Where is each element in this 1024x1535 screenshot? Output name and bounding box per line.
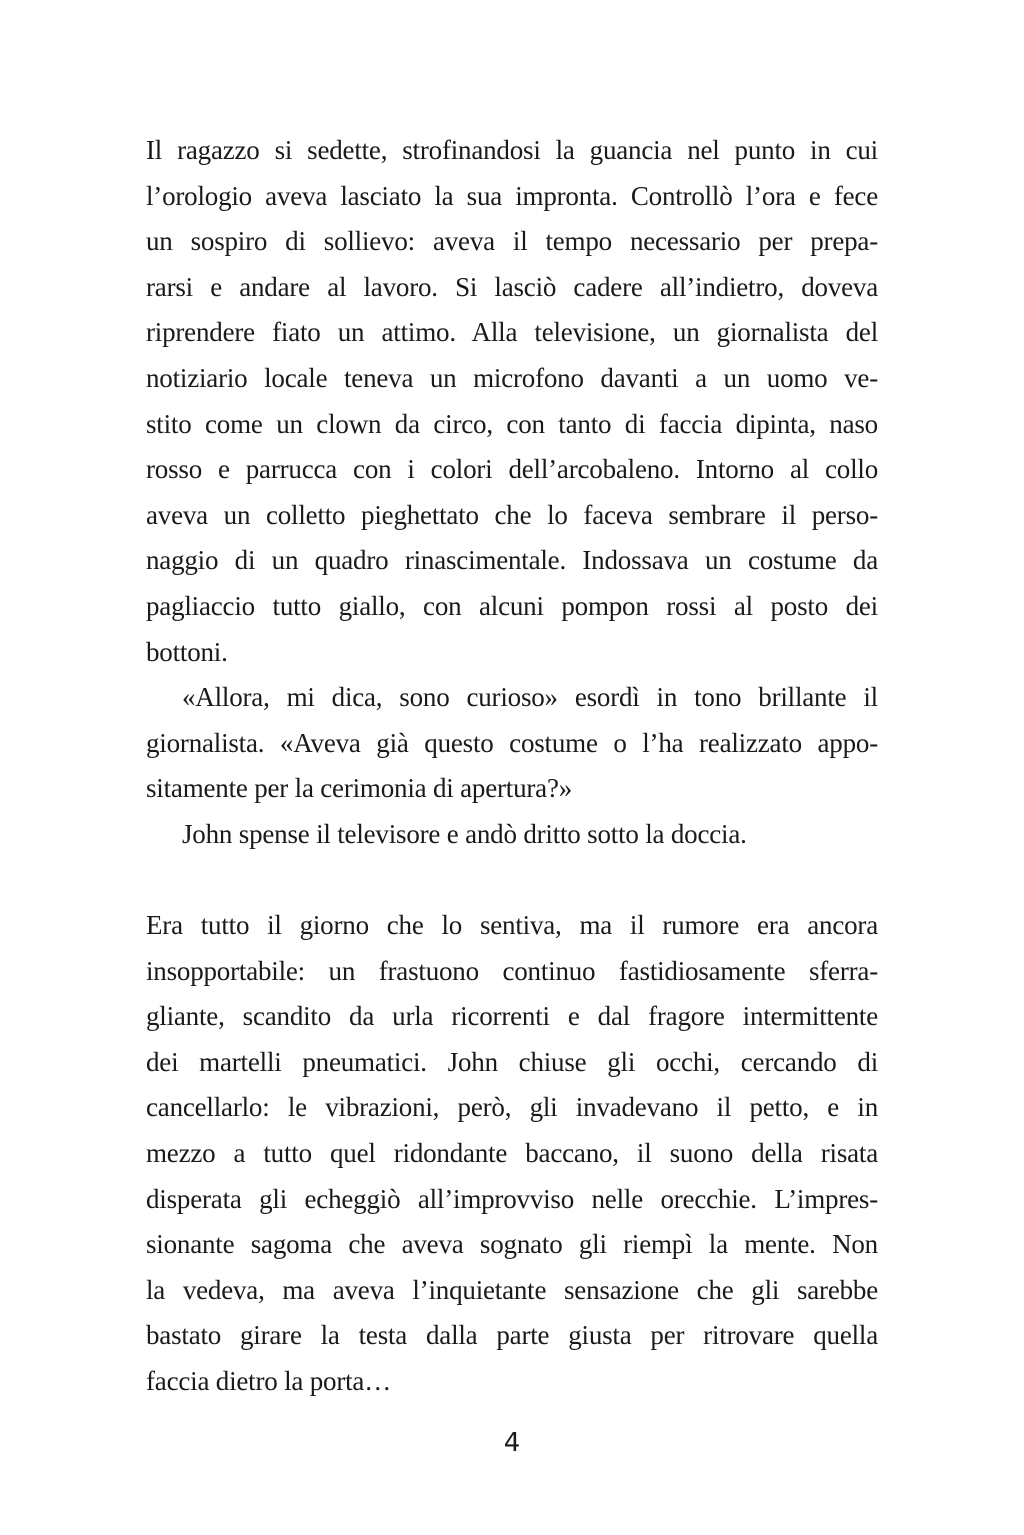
- paragraph: [146, 128, 878, 675]
- text-line: naggio di un quadro rinascimentale. Indossava un costume da: [146, 545, 878, 576]
- text-line: bottoni.: [146, 636, 228, 667]
- text-line: «Allora, mi dica, sono curioso» esordì in tono brillante il: [182, 682, 878, 713]
- text-line: mezzo a tutto quel ridondante baccano, il suono della risata: [146, 1138, 878, 1169]
- text-line: giornalista. «Aveva già questo costume o l’ha realizzato appo-: [146, 727, 878, 758]
- body-text: [146, 128, 878, 1405]
- text-line: faccia dietro la porta…: [146, 1366, 392, 1397]
- text-line: sitamente per la cerimonia di apertura?»: [146, 773, 573, 804]
- section: [146, 903, 878, 1405]
- text-line: bastato girare la testa dalla parte giusta per ritrovare quella: [146, 1320, 878, 1351]
- text-line: gliante, scandito da urla ricorrenti e dal fragore intermittente: [146, 1001, 878, 1032]
- text-line: rarsi e andare al lavoro. Si lasciò cadere all’indietro, doveva: [146, 271, 878, 302]
- text-line: sionante sagoma che aveva sognato gli riempì la mente. Non: [146, 1229, 878, 1260]
- paragraph: [146, 675, 878, 812]
- page-number: 4: [503, 1428, 521, 1458]
- text-line: John spense il televisore e andò dritto sotto la doccia.: [182, 818, 747, 849]
- section: [146, 128, 878, 858]
- section-break: [146, 858, 878, 904]
- text-line: un sospiro di sollievo: aveva il tempo necessario per prepa-: [146, 226, 878, 257]
- text-line: riprendere fiato un attimo. Alla televisione, un giornalista del: [146, 317, 878, 348]
- text-line: la vedeva, ma aveva l’inquietante sensazione che gli sarebbe: [146, 1274, 878, 1305]
- text-line: stito come un clown da circo, con tanto di faccia dipinta, naso: [146, 408, 878, 439]
- text-line: l’orologio aveva lasciato la sua impronta. Controllò l’ora e fece: [146, 180, 878, 211]
- paragraph: [146, 903, 878, 1405]
- text-line: rosso e parrucca con i colori dell’arcobaleno. Intorno al collo: [146, 454, 878, 485]
- text-line: disperata gli echeggiò all’improvviso nelle orecchie. L’impres-: [146, 1183, 878, 1214]
- text-line: pagliaccio tutto giallo, con alcuni pompon rossi al posto dei: [146, 590, 878, 621]
- text-line: aveva un colletto pieghettato che lo faceva sembrare il perso-: [146, 499, 878, 530]
- text-line: Era tutto il giorno che lo sentiva, ma il rumore era ancora: [146, 910, 878, 941]
- text-line: Il ragazzo si sedette, strofinandosi la guancia nel punto in cui: [146, 135, 878, 165]
- text-line: insopportabile: un frastuono continuo fastidiosamente sferra-: [146, 955, 878, 986]
- text-line: dei martelli pneumatici. John chiuse gli occhi, cercando di: [146, 1046, 878, 1077]
- paragraph: [146, 812, 878, 858]
- text-line: notiziario locale teneva un microfono davanti a un uomo ve-: [146, 362, 878, 393]
- text-line: cancellarlo: le vibrazioni, però, gli invadevano il petto, e in: [146, 1092, 878, 1123]
